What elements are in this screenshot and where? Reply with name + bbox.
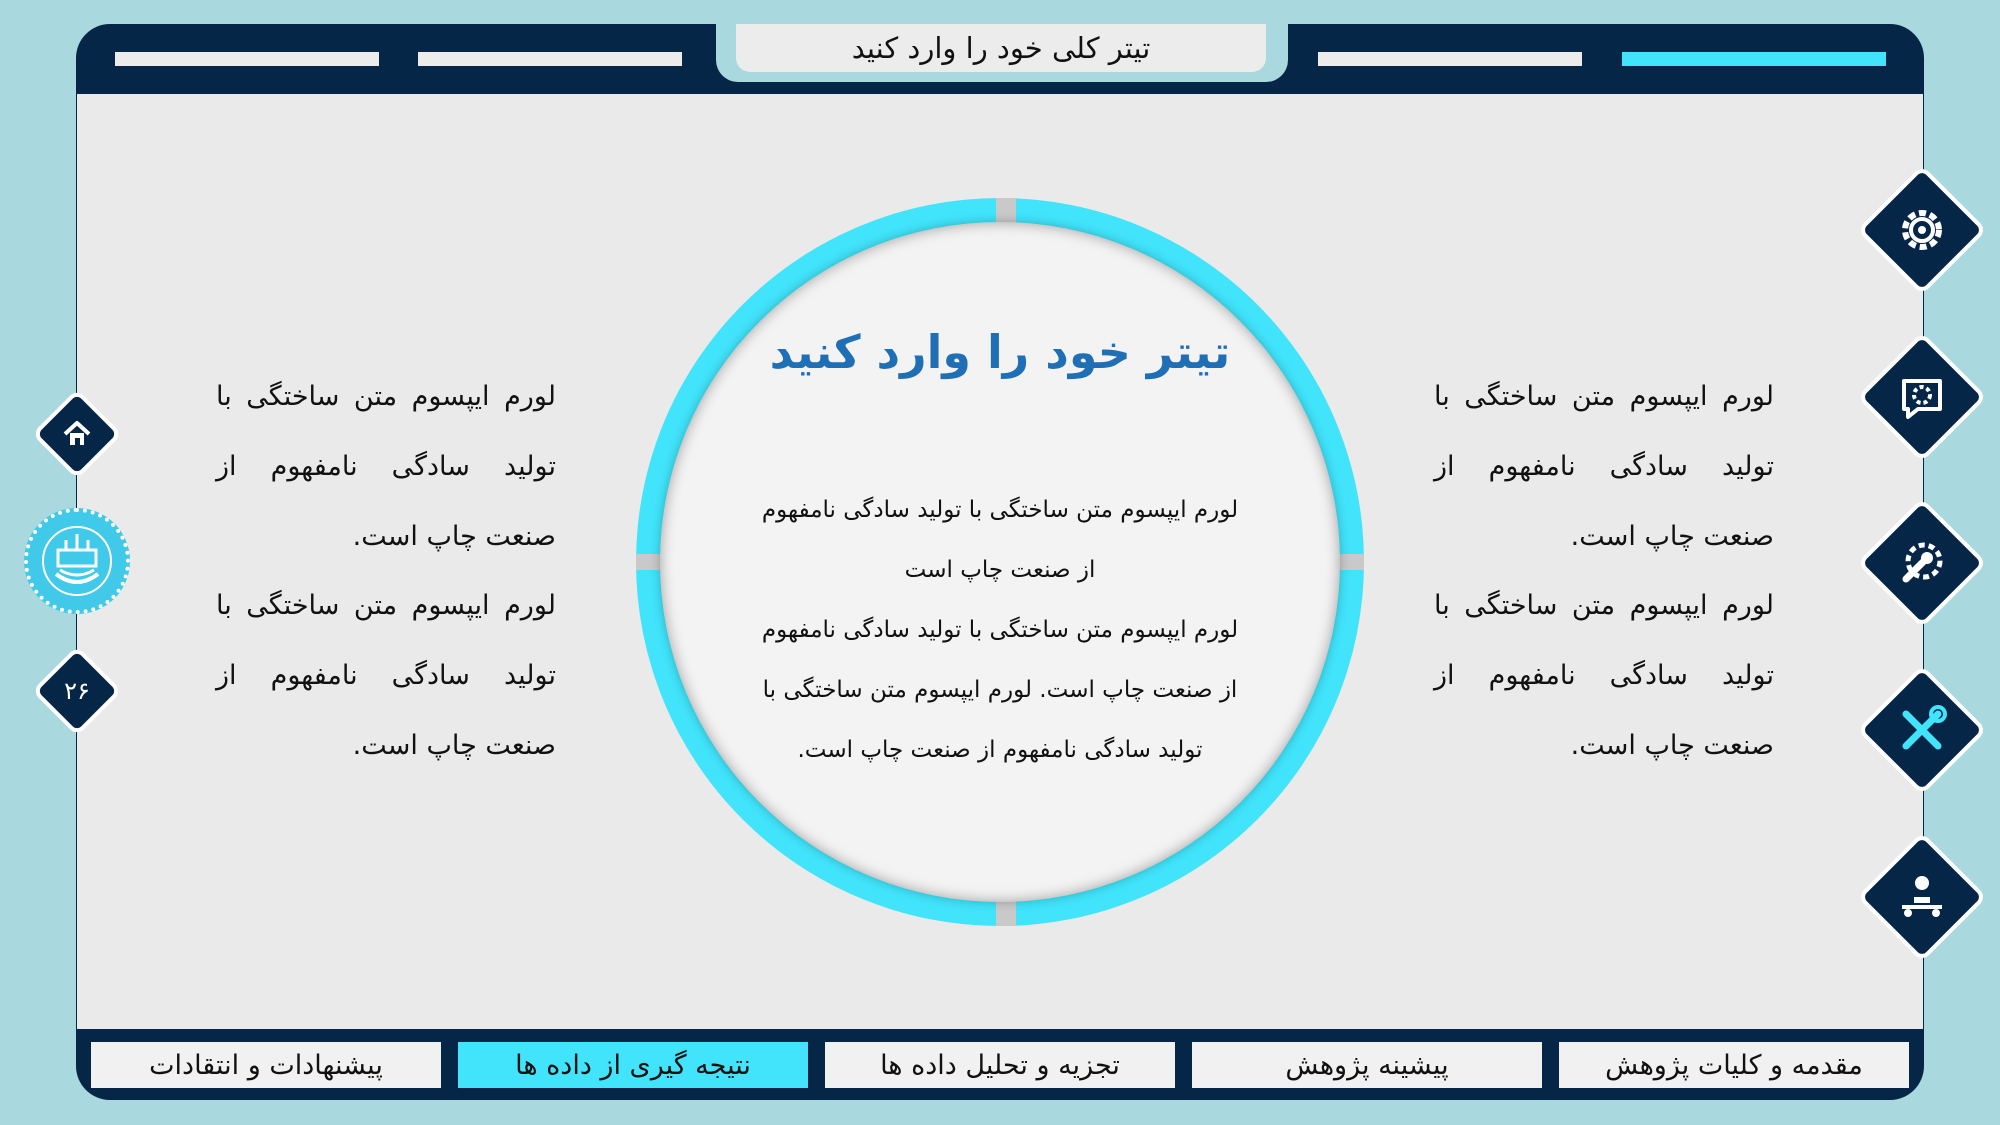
right-text-block-1: لورم ایپسوم متن ساختگی با تولید سادگی نامفهوم از صنعت چاپ است. (1434, 381, 1774, 552)
circle-body (720, 480, 1280, 780)
progress-bar-2 (418, 52, 682, 66)
support-chat-icon (1894, 369, 1950, 425)
left-text-block-2: لورم ایپسوم متن ساختگی با تولید سادگی نامفهوم از صنعت چاپ است. (216, 590, 556, 761)
nav-analysis[interactable]: تجزیه و تحلیل داده ها (825, 1042, 1175, 1088)
progress-bar-1 (115, 52, 379, 66)
manager-icon (1894, 869, 1950, 925)
nav-intro[interactable]: مقدمه و کلیات پژوهش (1559, 1042, 1909, 1088)
page-title: تیتر کلی خود را وارد کنید (736, 24, 1266, 72)
nav-suggestions[interactable]: پیشنهادات و انتقادات (91, 1042, 441, 1088)
settings-icon (1894, 202, 1950, 258)
progress-bar-3 (1318, 52, 1582, 66)
circle-line-3: لورم ایپسوم متن ساختگی با تولید سادگی نامفهوم (761, 617, 1239, 643)
page-number: ۲۶ (64, 677, 90, 705)
circle-line-5: تولید سادگی نامفهوم از صنعت چاپ است. (797, 737, 1203, 763)
university-logo-icon (36, 520, 118, 602)
circle-line-1: لورم ایپسوم متن ساختگی با تولید سادگی نامفهوم (761, 497, 1239, 523)
home-icon (59, 416, 95, 452)
circle-line-2: از صنعت چاپ است (904, 557, 1096, 583)
nav-conclusion[interactable]: نتیجه گیری از داده ها (458, 1042, 808, 1088)
tools-icon (1894, 702, 1950, 758)
nav-background[interactable]: پیشینه پژوهش (1192, 1042, 1542, 1088)
circle-line-4: از صنعت چاپ است. لورم ایپسوم متن ساختگی با (762, 677, 1238, 703)
right-text-block-2: لورم ایپسوم متن ساختگی با تولید سادگی نامفهوم از صنعت چاپ است. (1434, 590, 1774, 761)
wrench-gear-icon (1894, 535, 1950, 591)
progress-bar-4-active (1622, 52, 1886, 66)
left-text-block-1: لورم ایپسوم متن ساختگی با تولید سادگی نامفهوم از صنعت چاپ است. (216, 381, 556, 552)
circle-title: تیتر خود را وارد کنید (769, 325, 1231, 379)
